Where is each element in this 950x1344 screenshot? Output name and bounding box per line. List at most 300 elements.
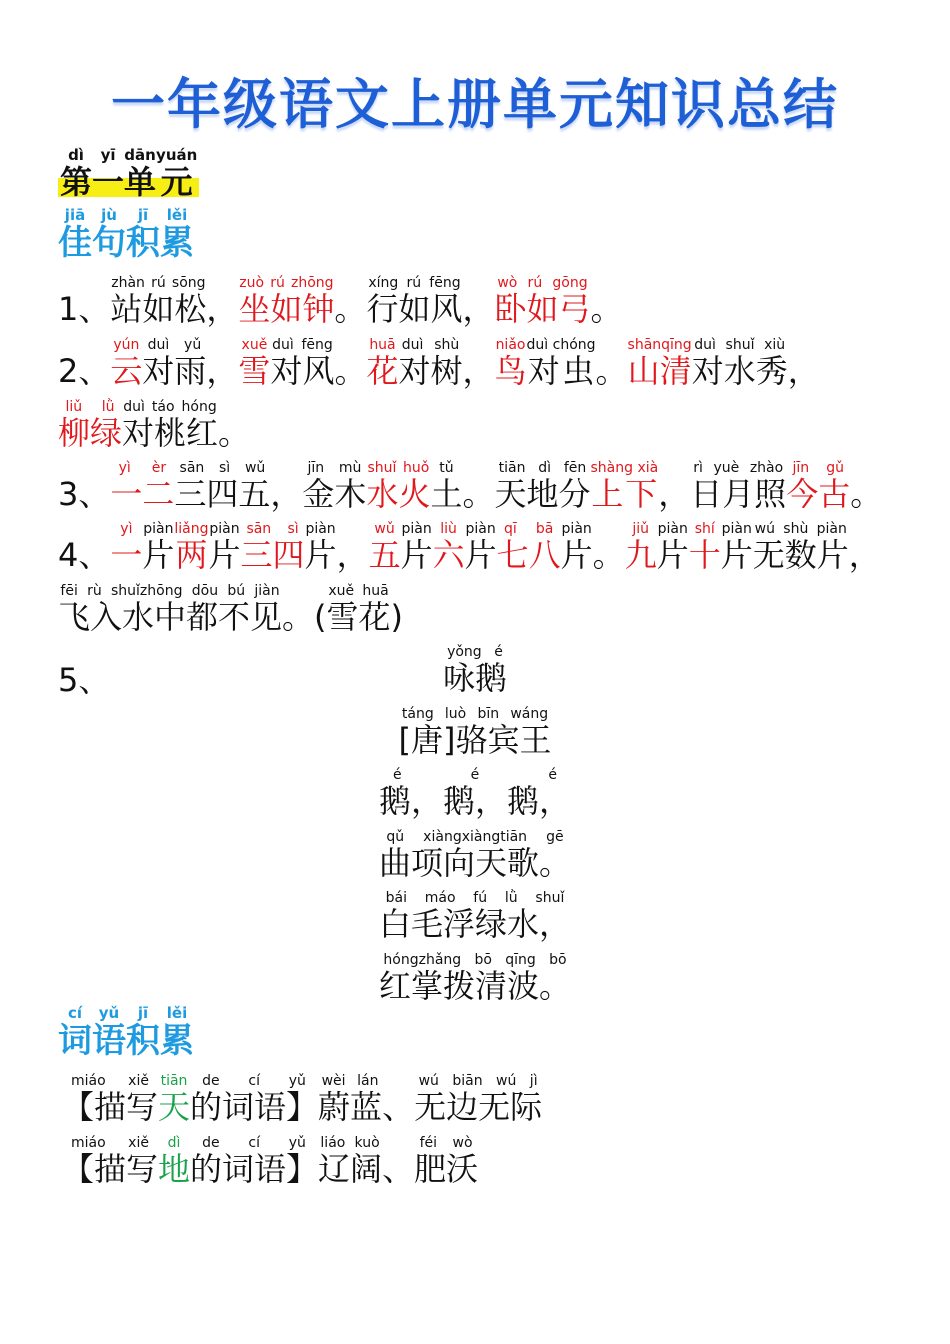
sentence-segment <box>334 290 366 328</box>
line-number-text: 1、 <box>58 290 111 328</box>
sentence-segment-text: ， <box>658 475 691 513</box>
sentence-segment <box>398 337 463 390</box>
heading-char-pinyin: dì <box>60 146 93 164</box>
vocabulary-segment-pinyin: tiān <box>158 1073 191 1089</box>
poem-title <box>0 645 950 699</box>
sentence-segment-text: ， <box>848 536 881 574</box>
sentence-segment-pinyin: yì <box>110 521 143 537</box>
sentence-line <box>58 399 251 452</box>
vocabulary-line <box>62 1073 543 1126</box>
sentence-segment-pinyin: xíng rú fēng <box>366 275 463 291</box>
sentence-segment <box>337 536 369 574</box>
sentence-segment-text: 对风 <box>270 352 335 390</box>
sentence-segment-pinyin: duì shuǐ xiù <box>691 337 788 353</box>
sentence-segment-pinyin: jiǔ <box>624 521 657 537</box>
sentence-segment <box>122 399 219 452</box>
heading-char-text: 元 <box>156 163 198 201</box>
unit-heading-block <box>58 146 199 201</box>
sentence-segment <box>752 521 849 574</box>
sentence-segment-pinyin: duì táo hóng <box>122 399 219 415</box>
vocabulary-segment <box>158 1135 191 1188</box>
sentence-segment <box>240 521 305 574</box>
sentence-segment-pinyin: qī bā <box>496 521 561 537</box>
sentence-segment-text: 五 <box>368 536 401 574</box>
sentence-segment-pinyin <box>593 521 625 537</box>
sentence-segment <box>110 275 207 328</box>
vocabulary-segment-pinyin: miáo xiě <box>62 1135 158 1151</box>
sentence-segment-text: 。 <box>334 352 367 390</box>
sentence-segment-pinyin: wǔ <box>368 521 401 537</box>
sentence-segment-text: 天地分 <box>494 475 591 513</box>
sentence-segment-pinyin: duì fēng <box>270 337 335 353</box>
sentence-segment-text: 片 <box>720 536 753 574</box>
heading-char <box>92 206 126 263</box>
vocabulary-segment-pinyin: féi wò <box>414 1135 479 1151</box>
sentence-segment <box>462 475 494 513</box>
sentence-segment <box>462 290 494 328</box>
sentence-line <box>58 337 820 390</box>
section-heading-vocabulary <box>58 1006 194 1062</box>
sentence-segment-pinyin: shuǐ huǒ <box>366 460 431 476</box>
sentence-line <box>58 583 404 636</box>
heading-char <box>126 206 160 263</box>
sentence-segment-text: 土 <box>430 475 463 513</box>
sentence-segment-text: 上下 <box>590 475 659 513</box>
heading-char-text: 语 <box>92 1021 126 1061</box>
sentence-segment-pinyin <box>206 337 238 353</box>
page-title: 一年级语文上册单元知识总结 <box>111 73 839 136</box>
sentence-segment-text: 坐如钟 <box>238 290 335 328</box>
vocabulary-segment-text: 的词语】 <box>190 1088 319 1126</box>
vocabulary-segment-text: 肥沃 <box>414 1150 479 1188</box>
sentence-segment-pinyin <box>462 460 494 476</box>
poem-text-text: 白毛浮绿水， <box>378 905 571 943</box>
vocabulary-segment-text: 、 <box>382 1088 415 1126</box>
sentence-segment-text: 九 <box>624 536 657 574</box>
sentence-segment <box>334 352 366 390</box>
sentence-segment-text: ， <box>206 290 239 328</box>
heading-char <box>92 146 125 201</box>
sentence-segment <box>391 598 403 636</box>
sentence-segment <box>526 337 596 390</box>
heading-char <box>160 206 194 263</box>
sentence-segment-text: 水火 <box>366 475 431 513</box>
sentence-segment-pinyin: duì chóng <box>526 337 596 353</box>
sentence-segment <box>238 275 335 328</box>
poem-text <box>378 767 571 820</box>
sentence-segment-text: ， <box>462 290 495 328</box>
heading-char-pinyin: jī <box>126 206 160 224</box>
sentence-segment-text: 片 <box>142 536 175 574</box>
sentence-segment-pinyin: piàn <box>304 521 337 537</box>
sentence-segment <box>432 521 465 574</box>
heading-char-pinyin: cí <box>58 1004 92 1022</box>
vocabulary-segment-text: 无边无际 <box>414 1088 543 1126</box>
sentence-line <box>58 275 623 328</box>
heading-char-text: 累 <box>160 223 194 263</box>
sentence-segment <box>494 337 527 390</box>
vocabulary-segment <box>62 1073 159 1126</box>
sentence-segment-pinyin: piàn <box>720 521 753 537</box>
sentence-segment-text: 站如松 <box>110 290 207 328</box>
poem-text-pinyin: bái máo fú lǜ shuǐ <box>378 890 571 906</box>
sentence-segment-pinyin <box>391 583 403 599</box>
poem-line <box>0 891 950 945</box>
vocabulary-segment <box>158 1073 191 1126</box>
line-number-text: 3、 <box>58 475 111 513</box>
vocabulary-segment-pinyin <box>382 1073 414 1089</box>
sentence-segment-pinyin: liù <box>432 521 465 537</box>
sentence-segment <box>208 521 241 574</box>
sentence-segment-pinyin: piàn <box>656 521 689 537</box>
vocabulary-segment-text: 的词语】 <box>190 1150 319 1188</box>
vocabulary-segment-pinyin: liáo kuò <box>318 1135 383 1151</box>
heading-char-pinyin: yī <box>92 146 125 164</box>
vocabulary-segment-text: 地 <box>158 1150 191 1188</box>
sentence-segment-pinyin <box>596 337 628 353</box>
sentence-segment-text: 一 <box>110 536 143 574</box>
sentence-segment <box>656 521 689 574</box>
sentence-segment <box>496 521 561 574</box>
sentence-segment-text: 柳绿 <box>58 414 123 452</box>
sentence-segment-text: 雪 <box>238 352 271 390</box>
sentence-line <box>58 521 881 574</box>
heading-char-text: 累 <box>160 1021 194 1061</box>
heading-char-pinyin: lěi <box>160 206 194 224</box>
sentence-segment <box>690 460 787 513</box>
sentence-segment <box>142 521 175 574</box>
sentence-segment <box>720 521 753 574</box>
sentence-segment-text: 片 <box>560 536 593 574</box>
heading-char-pinyin: lěi <box>160 1004 194 1022</box>
vocabulary-segment <box>190 1135 319 1188</box>
sentence-segment <box>688 521 721 574</box>
sentence-segment <box>849 536 881 574</box>
sentence-segment-text: 片 <box>208 536 241 574</box>
sentence-segment-pinyin: tiān dì fēn <box>494 460 591 476</box>
heading-char <box>58 206 92 263</box>
sentence-segment-text: 行如风 <box>366 290 463 328</box>
sentence-segment-pinyin <box>849 521 881 537</box>
sentence-segment-text: ， <box>462 352 495 390</box>
sentence-segment-pinyin: sān sì wǔ <box>174 460 271 476</box>
sentence-segment <box>494 460 591 513</box>
sentence-segment-pinyin: zhàn rú sōng <box>110 275 207 291</box>
vocabulary-segment-pinyin: wú biān wú jì <box>414 1073 543 1089</box>
sentence-segment <box>464 521 497 574</box>
sentence-segment <box>400 521 433 574</box>
poem-text-pinyin: yǒng é <box>442 644 507 660</box>
poem-author <box>0 707 950 761</box>
sentence-segment-pinyin: rì yuè zhào <box>690 460 787 476</box>
sentence-segment-pinyin: tǔ <box>430 460 463 476</box>
vocabulary-segment <box>414 1135 479 1188</box>
heading-char <box>60 146 93 201</box>
sentence-segment-text: 对雨 <box>142 352 207 390</box>
sentence-segment <box>786 460 851 513</box>
sentence-segment-text: ) <box>390 598 404 636</box>
poem-text-pinyin: é é é <box>378 767 571 783</box>
sentence-segment-text: ， <box>336 536 369 574</box>
sentence-segment-text: 六 <box>432 536 465 574</box>
sentence-segment <box>174 460 271 513</box>
sentence-segment-text: 三四 <box>240 536 305 574</box>
sentence-segment <box>110 460 175 513</box>
sentence-segment-pinyin: fēi rù shuǐzhōng dōu bú jiàn <box>58 583 283 599</box>
sentence-segment-text: 三四五 <box>174 475 271 513</box>
sentence-segment-pinyin: niǎo <box>494 337 527 353</box>
sentence-segment-pinyin: duì shù <box>398 337 463 353</box>
poem-text <box>378 952 571 1005</box>
sentence-segment-pinyin <box>463 337 495 353</box>
sentence-segment-pinyin <box>282 583 326 599</box>
heading-char-text: 佳 <box>58 223 92 263</box>
line-number <box>58 352 110 390</box>
sentence-segment-text: ， <box>206 352 239 390</box>
vocabulary-segment-text: 蔚蓝 <box>318 1088 383 1126</box>
sentence-segment <box>463 352 495 390</box>
sentence-segment-text: 鸟 <box>494 352 527 390</box>
sentence-segment <box>238 337 271 390</box>
sentence-segment <box>691 337 788 390</box>
sentence-segment-pinyin <box>334 337 366 353</box>
heading-char-pinyin: jù <box>92 206 126 224</box>
sentence-segment <box>304 521 337 574</box>
heading-char-pinyin: jiā <box>58 206 92 224</box>
sentence-segment-text: ， <box>787 352 820 390</box>
sentence-segment-text: 金木 <box>302 475 367 513</box>
heading-char-pinyin: dān <box>124 146 157 164</box>
poem-number: 5、 <box>58 661 111 699</box>
sentence-segment <box>593 536 625 574</box>
heading-char-text: 词 <box>58 1021 92 1061</box>
sentence-segment-text: 片 <box>400 536 433 574</box>
sentence-segment-text: 对桃红 <box>122 414 219 452</box>
sentence-segment-text: 卧如弓 <box>494 290 591 328</box>
sentence-segment-text: 。 <box>592 536 625 574</box>
heading-char <box>124 146 157 201</box>
sentence-segment-text: 对树 <box>398 352 463 390</box>
sentence-segment <box>58 399 123 452</box>
sentence-segment-text: 飞入水中都不见 <box>58 598 283 636</box>
sentence-segment-text: 两 <box>174 536 209 574</box>
sentence-segment <box>326 583 391 636</box>
heading-char-text: 一 <box>92 163 125 201</box>
sentence-segment-text: ， <box>270 475 303 513</box>
heading-char-text: 第 <box>60 163 93 201</box>
sentence-segment <box>110 521 143 574</box>
sentence-segment-text: 十 <box>688 536 721 574</box>
heading-char-text: 单 <box>124 163 157 201</box>
sentence-segment <box>494 275 591 328</box>
sentence-segment-text: 片 <box>656 536 689 574</box>
sentence-segment-pinyin: huā <box>366 337 399 353</box>
sentence-segment-text: 。 <box>590 290 623 328</box>
vocabulary-segment-text: 天 <box>158 1088 191 1126</box>
poem-text <box>398 706 552 759</box>
vocabulary-segment <box>382 1088 414 1126</box>
vocabulary-segment-text: 【描写 <box>62 1150 159 1188</box>
sentence-segment <box>627 337 692 390</box>
sentence-segment-pinyin: piàn <box>208 521 241 537</box>
sentence-segment-pinyin: jīn mù <box>302 460 367 476</box>
sentence-segment-pinyin: duì yǔ <box>142 337 207 353</box>
sentence-segment-text: 对水秀 <box>691 352 788 390</box>
poem-text-text: 红掌拨清波。 <box>378 967 571 1005</box>
poem-text-text: 咏鹅 <box>442 659 507 697</box>
sentence-segment <box>174 521 209 574</box>
sentence-segment-text: 日月照 <box>690 475 787 513</box>
sentence-segment <box>624 521 657 574</box>
sentence-segment <box>142 337 207 390</box>
sentence-segment-pinyin: piàn <box>560 521 593 537</box>
sentence-segment-text: 片 <box>304 536 337 574</box>
line-number-text: 4、 <box>58 536 111 574</box>
sentence-segment-pinyin <box>462 275 494 291</box>
sentence-segment-pinyin <box>270 460 302 476</box>
sentence-segment-pinyin: xuě <box>238 337 271 353</box>
sentence-segment <box>430 460 463 513</box>
heading-char-pinyin: yuán <box>156 146 198 164</box>
sentence-segment-text: 。 <box>595 352 628 390</box>
vocabulary-segment-pinyin: wèi lán <box>318 1073 383 1089</box>
sentence-segment-text: 对虫 <box>526 352 596 390</box>
poem-text <box>442 644 507 697</box>
poem-line <box>0 830 950 884</box>
poem-line <box>0 953 950 1007</box>
sentence-segment-pinyin <box>218 399 250 415</box>
heading-char <box>58 1004 92 1061</box>
sentence-segment-text: 今古 <box>786 475 851 513</box>
sentence-segment-pinyin <box>850 460 882 476</box>
poem-text-text: 曲项向天歌。 <box>378 844 571 882</box>
line-number <box>58 475 110 513</box>
line-number <box>58 290 110 328</box>
sentence-segment-pinyin <box>337 521 369 537</box>
sentence-segment <box>366 337 399 390</box>
sentence-segment <box>850 475 882 513</box>
sentence-segment-text: 。( <box>282 598 327 636</box>
vocabulary-segment-text: 【描写 <box>62 1088 159 1126</box>
heading-char-pinyin: yǔ <box>92 1004 126 1022</box>
sentence-segment-pinyin: zuò rú zhōng <box>238 275 335 291</box>
sentence-segment <box>658 475 690 513</box>
vocabulary-segment-text: 辽阔 <box>318 1150 383 1188</box>
sentence-segment <box>366 275 463 328</box>
vocabulary-segment <box>318 1073 383 1126</box>
vocabulary-segment <box>382 1150 414 1188</box>
poem-text <box>378 829 571 882</box>
heading-char-text: 积 <box>126 223 160 263</box>
sentence-segment-pinyin <box>334 275 366 291</box>
sentence-segment-pinyin: wò rú gōng <box>494 275 591 291</box>
vocabulary-segment <box>414 1073 543 1126</box>
heading-char <box>160 1004 194 1061</box>
sentence-segment-pinyin: shàng xià <box>590 460 659 476</box>
sentence-segment-text: 无数片 <box>752 536 849 574</box>
vocabulary-segment-pinyin: miáo xiě <box>62 1073 158 1089</box>
sentence-segment <box>206 290 238 328</box>
sentence-segment <box>58 583 283 636</box>
sentence-segment-pinyin: piàn <box>400 521 433 537</box>
poem-line <box>0 768 950 822</box>
sentence-segment-text: 山清 <box>627 352 692 390</box>
sentence-segment-pinyin <box>590 275 622 291</box>
sentence-segment-pinyin <box>206 275 238 291</box>
sentence-segment-text: 。 <box>218 414 251 452</box>
vocabulary-segment <box>62 1135 159 1188</box>
heading-char <box>92 1004 126 1061</box>
sentence-segment-pinyin <box>788 337 820 353</box>
vocabulary-segment <box>318 1135 383 1188</box>
sentence-segment-pinyin: yì èr <box>110 460 175 476</box>
vocabulary-segment-pinyin: de cí yǔ <box>190 1135 319 1151</box>
sentence-segment <box>590 460 659 513</box>
sentence-segment <box>270 475 302 513</box>
sentence-segment-pinyin: shānqīng <box>627 337 692 353</box>
sentence-segment-text: 。 <box>850 475 883 513</box>
sentence-segment-text: 雪花 <box>326 598 391 636</box>
sentence-segment <box>366 460 431 513</box>
poem-text-pinyin: qǔ xiàngxiàngtiān gē <box>378 829 571 845</box>
unit-heading <box>58 148 199 203</box>
vocabulary-segment-pinyin: dì <box>158 1135 191 1151</box>
sentence-segment <box>282 598 327 636</box>
heading-char-text: 句 <box>92 223 126 263</box>
vocabulary-segment-pinyin <box>382 1135 414 1151</box>
sentence-segment <box>218 414 250 452</box>
heading-char-text: 积 <box>126 1021 160 1061</box>
line-number-text: 2、 <box>58 352 111 390</box>
sentence-segment-pinyin: yún <box>110 337 143 353</box>
heading-char <box>126 1004 160 1061</box>
poem-text <box>378 890 571 943</box>
sentence-segment-text: 云 <box>110 352 143 390</box>
vocabulary-segment-pinyin: de cí yǔ <box>190 1073 319 1089</box>
sentence-segment-text: 一二 <box>110 475 175 513</box>
poem-text-text: 鹅，鹅，鹅， <box>378 782 571 820</box>
sentence-segment-pinyin: liǔ lǜ <box>58 399 123 415</box>
sentence-segment <box>590 290 622 328</box>
section-heading-sentences <box>58 208 194 264</box>
sentence-segment-text: 。 <box>462 475 495 513</box>
sentence-segment-pinyin: sān sì <box>240 521 305 537</box>
vocabulary-segment-text: 、 <box>382 1150 415 1188</box>
line-number <box>58 536 110 574</box>
poem-text-pinyin: táng luò bīn wáng <box>398 706 552 722</box>
sentence-segment-pinyin <box>658 460 690 476</box>
heading-char <box>156 146 198 201</box>
poem-text-text: [唐]骆宾王 <box>398 721 552 759</box>
sentence-segment <box>302 460 367 513</box>
vocabulary-segment <box>190 1073 319 1126</box>
sentence-segment-pinyin: piàn <box>142 521 175 537</box>
sentence-segment-pinyin: piàn <box>464 521 497 537</box>
sentence-segment <box>596 352 628 390</box>
sentence-segment-pinyin: liǎng <box>174 521 209 537</box>
sentence-segment <box>368 521 401 574</box>
sentence-segment <box>270 337 335 390</box>
sentence-segment-text: 七八 <box>496 536 561 574</box>
sentence-segment-pinyin: wú shù piàn <box>752 521 849 537</box>
sentence-segment-text: 片 <box>464 536 497 574</box>
sentence-line <box>58 460 883 513</box>
sentence-segment <box>788 352 820 390</box>
vocabulary-line <box>62 1135 479 1188</box>
heading-char-pinyin: jī <box>126 1004 160 1022</box>
sentence-segment-pinyin: jīn gǔ <box>786 460 851 476</box>
sentence-segment-pinyin: shí <box>688 521 721 537</box>
